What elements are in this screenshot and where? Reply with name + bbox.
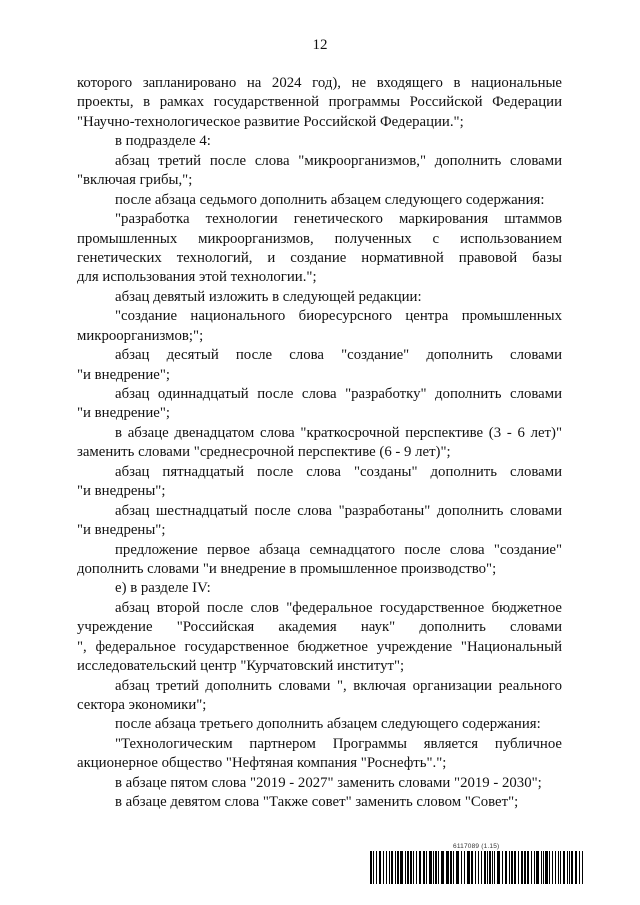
text-line: абзац пятнадцатый после слова "созданы" дополнить словами [115,463,562,480]
text-line: учреждение "Российская академия наук" дополнить словами [77,619,562,636]
text-line: в подразделе 4: [115,133,211,150]
document-body [77,74,562,813]
text-line: проекты, в рамках государственной программы Российской Федерации [77,94,562,111]
text-line: ", федеральное государственное бюджетное учреждение "Национальный [77,638,562,655]
text-line: дополнить словами "и внедрение в промышленное производство"; [77,560,497,577]
text-line: абзац второй после слов "федеральное государственное бюджетное [115,599,562,616]
text-line: абзац девятый изложить в следующей редакции: [115,288,422,305]
text-line: акционерное общество "Нефтяная компания "Роснефть"."; [77,755,447,772]
text-line: абзац шестнадцатый после слова "разработаны" дополнить словами [115,502,562,519]
text-line: в абзаце пятом слова "2019 - 2027" заменить словами "2019 - 2030"; [115,774,542,791]
text-line: промышленных микроорганизмов, полученных с использованием [77,230,562,247]
document-id: 6117089 (1.15) [453,843,500,850]
text-line: микроорганизмов;"; [77,327,204,344]
text-line: абзац третий дополнить словами ", включая организации реального [115,677,562,694]
text-line: сектора экономики"; [77,697,207,713]
text-line: "разработка технологии генетического маркирования штаммов [115,211,562,228]
text-line: "Технологическим партнером Программы является публичное [115,735,562,752]
text-line: исследовательский центр "Курчатовский институт"; [77,658,405,675]
text-line: "и внедрены"; [77,522,166,539]
text-line: абзац десятый после слова "создание" дополнить словами [115,347,562,364]
barcode [370,851,583,884]
text-line: которого запланировано на 2024 год), не входящего в национальные [77,75,562,91]
text-line: генетических технологий, и создание нормативной правовой базы [77,249,562,266]
text-line: "включая грибы,"; [77,172,193,189]
text-line: после абзаца третьего дополнить абзацем следующего содержания: [115,716,541,733]
text-line: "и внедрение"; [77,366,170,383]
text-line: для использования этой технологии."; [77,269,317,286]
text-line: "создание национального биоресурсного центра промышленных [115,308,562,325]
text-line: "Научно-технологическое развитие Российской Федерации."; [77,113,464,130]
text-line: "и внедрение"; [77,405,170,422]
text-line: абзац одиннадцатый после слова "разработку" дополнить словами [115,386,562,402]
text-line: "и внедрены"; [77,483,166,500]
page-number: 12 [312,37,328,53]
text-line: в абзаце двенадцатом слова "краткосрочной перспективе (3 - 6 лет)" [115,424,562,441]
text-line: предложение первое абзаца семнадцатого после слова "создание" [115,541,562,558]
text-line: в абзаце девятом слова "Также совет" заменить словом "Совет"; [115,794,519,811]
text-line: е) в разделе IV: [115,580,211,597]
text-line: заменить словами "среднесрочной перспективе (6 - 9 лет)"; [77,444,451,461]
text-line: абзац третий после слова "микроорганизмов," дополнить словами [115,152,562,169]
text-line: после абзаца седьмого дополнить абзацем следующего содержания: [115,191,545,208]
